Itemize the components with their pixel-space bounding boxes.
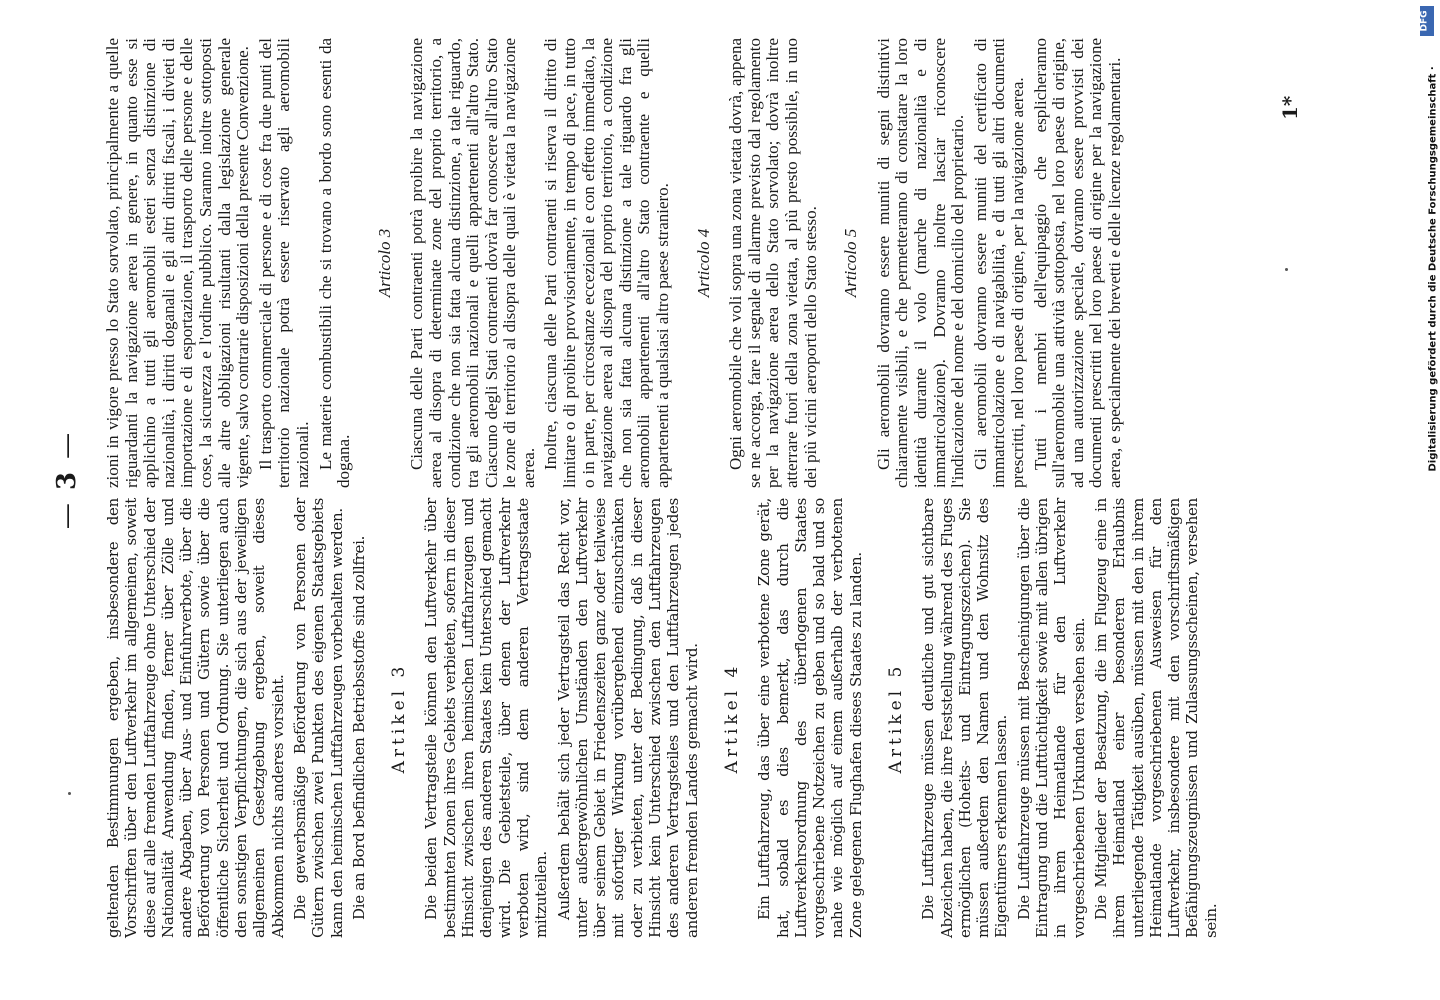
italian-article-heading: Articolo 5 xyxy=(841,228,861,298)
italian-paragraph: Inoltre, ciascuna delle Parti contraenti si riserva il diritto di limitare o di proibire provvisoriamente, in tempo di pace, in tutto o in parte, per circostanze eccezionali e con effetto immediato, la navigazione aerea al disopra del proprio territorio, a condizione che non sia fatta alcuna distinzione a tale riguardo fra gli aeromobili appartenenti all'altro Stato contraente e quelli appartenenti a qualsiasi altro paese straniero. xyxy=(541,38,673,488)
digitisation-notice: Digitalisierung gefördert durch die Deutsche Forschungsgemeinschaft · xyxy=(1427,66,1439,472)
italian-article-heading: Articolo 3 xyxy=(374,228,394,298)
german-paragraph: Die Luftfahrzeuge müssen mit Bescheinigungen über die Eintragung und die Lufttüchtigkeit sowie mit allen übrigen in ihrem Heimatlande für den Luftverkehr vorgeschriebenen Urkunden versehen sein. xyxy=(1014,498,1088,938)
italian-paragraph: Le materie combustibili che si trovano a bordo sono esenti da dogana. xyxy=(315,38,354,488)
dfg-logo: DFG xyxy=(1420,6,1434,36)
italian-article-heading: Articolo 4 xyxy=(693,228,713,298)
italian-paragraph: Gli aeromobili dovranno essere muniti di segni distintivi chiaramente visibili, e che permetteranno di constatare la loro identità durante il volo (marche di nazionalità e di immatricolazione). Dovranno inoltre lasciar riconoscere l'indicazione del nome e del domicilio del proprietario. xyxy=(873,38,968,488)
german-article-heading: Artikel 3 xyxy=(389,662,410,774)
signature-mark: 1* xyxy=(1278,95,1302,120)
italian-paragraph: Gli aeromobili dovranno essere muniti del certificato di immatricolazione e di navigabilità, e di tutti gli altri documenti prescritti, nel loro paese di origine, per la navigazione aerea. xyxy=(970,38,1027,488)
page-number-dash-right: — xyxy=(52,430,82,459)
german-article-heading: Artikel 5 xyxy=(885,662,906,774)
german-paragraph: geltenden Bestimmungen ergeben, insbesondere den Vorschriften über den Luftverkehr im allgemeinen, soweit diese auf alle fremden Luftfahrzeuge ohne Unterschied der Nationalität Anwendung finden, ferner über Zölle und andere Abgaben, über Aus- und Einfuhrverbote, über die Beförderung von Personen und Gütern sowie über die öffentliche Sicherheit und Ordnung. Sie unterliegen auch den sonstigen Verpflichtungen, die sich aus der jeweiligen allgemeinen Gesetzgebung ergeben, soweit dieses Abkommen nichts anderes vorsieht. xyxy=(104,498,287,938)
german-paragraph: Ein Luftfahrzeug, das über eine verbotene Zone gerät, hat, sobald es dies bemerkt, das durch die Luftverkehrsordnung des überflogenen Staates vorgeschriebene Notzeichen zu geben und so bald und so nahe wie möglich auf einem außerhalb der verbotenen Zone gelegenen Flughafen dieses Staates zu landen. xyxy=(755,498,865,938)
scan-speck xyxy=(68,792,71,795)
scan-speck xyxy=(1285,268,1288,271)
page-number-value: 3 xyxy=(52,469,82,491)
italian-paragraph: zioni in vigore presso lo Stato sorvolato, principalmente a quelle riguardanti la navigazione aerea in genere, in quanto esse si applichino a tutti gli aeromobili esteri senza distinzione di nazionalità, i diritti doganali e gli altri diritti fiscali, i divieti di importazione e di esportazione, il trasporto delle persone e delle cose, la sicurezza e l'ordine pubblico. Saranno inoltre sottoposti alle altre obbligazioni risultanti dalla legislazione generale vigente, salvo contrarie disposizioni della presente Convenzione. xyxy=(103,38,253,488)
page-number-dash-left: — xyxy=(52,501,82,530)
italian-paragraph: Tutti i membri dell'equipaggio che esplicheranno sull'aeromobile una attività sottoposta, nel loro paese di origine, ad una autorizzazione speciale, dovranno essere provvisti dei documenti prescritti nel loro paese di origine per la navigazione aerea, e specialmente dei brevetti e delle licenze regolamentari. xyxy=(1030,38,1124,488)
german-paragraph: Die an Bord befindlichen Betriebsstoffe sind zollfrei. xyxy=(349,535,368,920)
italian-paragraph: Ogni aeromobile che voli sopra una zona vietata dovrà, appena se ne accorga, fare il segnale di allarme previsto dal regolamento per la navigazione aerea dello Stato sorvolato; dovrà inoltre atterrare fuori della zona vietata, al più presto possibile, in uno dei più vicini aeroporti dello Stato stesso. xyxy=(726,38,820,488)
german-paragraph: Außerdem behält sich jeder Vertragsteil das Recht vor, unter außergewöhnlichen Umständen den Luftverkehr über seinem Gebiet in Friedenszeiten ganz oder teilweise mit sofortiger Wirkung vorübergehend einzuschränken oder zu verbieten, unter der Bedingung, daß in dieser Hinsicht kein Unterschied zwischen den Luftfahrzeugen des anderen Vertragsteiles und den Luftfahrzeugen jedes anderen fremden Landes gemacht wird. xyxy=(554,498,701,938)
german-paragraph: Die Luftfahrzeuge müssen deutliche und gut sichtbare Abzeichen haben, die ihre Feststellung während des Fluges ermöglichen (Hoheits- und Eintragungszeichen). Sie müssen außerdem den Namen und den Wohnsitz des Eigentümers erkennen lassen. xyxy=(919,498,1011,938)
italian-paragraph: Ciascuna delle Parti contraenti potrà proibire la navigazione aerea al disopra di determinate zone del proprio territorio, a condizione che non sia fatta alcuna distinzione, a tale riguardo, tra gli aeromobili nazionali e quelli appartenenti all'altro Stato. Ciascuno degli Stati contraenti dovrà far conoscere all'altro Stato le zone di territorio al disopra delle quali è vietata la navigazione aerea. xyxy=(407,38,538,488)
german-column xyxy=(104,498,1224,938)
digitisation-stamp xyxy=(1418,6,1440,472)
german-article-heading: Artikel 4 xyxy=(721,662,742,774)
italian-column xyxy=(104,38,1129,488)
german-paragraph: Die Mitglieder der Besatzung, die im Flugzeug eine in ihrem Heimatland einer besonderen Erlaubnis unterliegende Tätigkeit ausüben, müssen mit den in ihrem Heimatlande vorgeschriebenen Ausweisen für den Luftverkehr, insbesondere mit den vorschriftsmäßigen Befähigungszeugnissen und Zulassungsscheinen, versehen sein. xyxy=(1091,498,1220,938)
german-paragraph: Die beiden Vertragsteile können den Luftverkehr über bestimmten Zonen ihres Gebiets verbieten, sofern in dieser Hinsicht zwischen ihren heimischen Luftfahrzeugen und denjenigen des anderen Staates kein Unterschied gemacht wird. Die Gebietsteile, über denen der Luftverkehr verboten wird, sind dem anderen Vertragsstaate mitzuteilen. xyxy=(422,498,551,938)
german-paragraph: Die gewerbsmäßige Beförderung von Personen oder Gütern zwischen zwei Punkten des eigenen Staatsgebiets kann den heimischen Luftfahrzeugen vorbehalten werden. xyxy=(290,498,346,938)
italian-paragraph: Il trasporto commerciale di persone e di cose fra due punti del territorio nazionale potrà essere riservato agli aeromobili nazionali. xyxy=(255,38,312,488)
page-number xyxy=(52,420,82,540)
